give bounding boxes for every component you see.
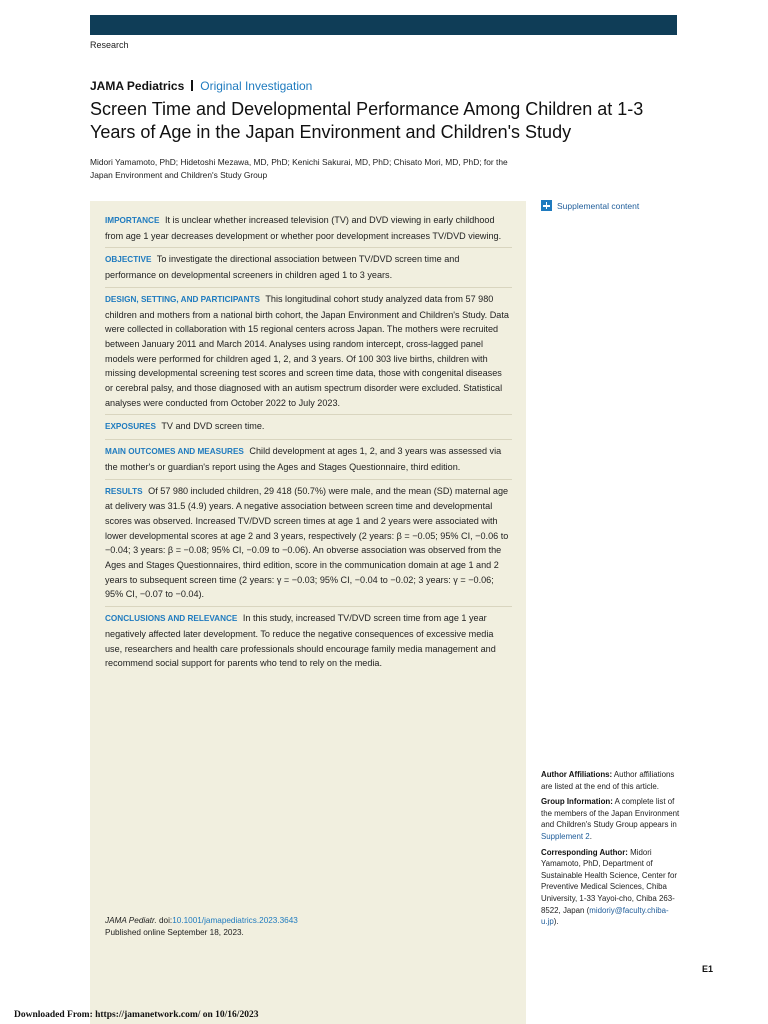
abstract-objective <box>105 252 512 287</box>
abstract-importance <box>105 213 512 248</box>
affiliations-text: Author affiliations are listed at the end of this article. <box>541 770 675 791</box>
download-footer: Downloaded From: https://jamanetwork.com/ on 10/16/2023 <box>14 1010 259 1020</box>
journal-line <box>90 79 312 93</box>
results-heading: RESULTS <box>105 486 143 496</box>
citation-doi-prefix: doi: <box>156 916 173 925</box>
abstract-design <box>105 292 512 416</box>
journal-separator <box>191 80 193 91</box>
article-title: Screen Time and Developmental Performance Among Children at 1-3 Years of Age in the Japan Environment and Children's Study <box>90 99 644 142</box>
corresponding-end: ). <box>553 917 559 927</box>
group-heading: Group Information: <box>541 797 613 807</box>
abstract-outcomes <box>105 444 512 479</box>
corresponding-text: Midori Yamamoto, PhD, Department of Sustainable Health Science, Center for Preventive Medical Sciences, Chiba University, 1-33 Yayoi-cho, Chiba 263-8522, Japan ( <box>541 847 677 915</box>
corresponding-heading: Corresponding Author: <box>541 847 628 857</box>
conclusions-heading: CONCLUSIONS AND RELEVANCE <box>105 614 238 624</box>
article-type[interactable]: Original Investigation <box>200 79 313 93</box>
abstract-content <box>105 213 512 679</box>
section-label: Research <box>90 40 129 50</box>
supplemental-content-link[interactable] <box>541 200 639 211</box>
page-number: E1 <box>702 964 714 974</box>
corresponding-author-note <box>541 847 681 928</box>
outcomes-heading: MAIN OUTCOMES AND MEASURES <box>105 447 244 457</box>
citation <box>105 915 405 938</box>
plus-box-icon <box>541 200 552 211</box>
author-affiliations-note <box>541 769 681 792</box>
importance-heading: IMPORTANCE <box>105 216 160 225</box>
citation-journal: JAMA Pediatr. <box>105 916 157 925</box>
outcomes-text: Child development at ages 1, 2, and 3 years was assessed via the mother's or guardian's report using the Ages and Stages Questionnaire, third edition. <box>105 446 502 472</box>
exposures-text: TV and DVD screen time. <box>161 421 265 432</box>
objective-text: To investigate the directional association between TV/DVD screen time and performance on developmental screeners in children aged 1 to 3 years. <box>105 254 460 281</box>
design-heading: DESIGN, SETTING, AND PARTICIPANTS <box>105 294 260 304</box>
abstract-exposures <box>105 419 512 440</box>
supplement-2-link[interactable]: Supplement 2 <box>541 831 590 841</box>
abstract-conclusions <box>105 611 512 675</box>
exposures-heading: EXPOSURES <box>105 422 156 432</box>
group-text: A complete list of the members of the Japan Environment and Children's Study Group appears in <box>541 797 680 830</box>
group-information-note <box>541 796 681 842</box>
objective-heading: OBJECTIVE <box>105 255 152 265</box>
citation-published: Published online September 18, 2023. <box>105 927 244 937</box>
email-link[interactable]: midoriy@faculty.chiba-u.jp <box>541 905 669 927</box>
conclusions-text: In this study, increased TV/DVD screen time from age 1 year negatively affected later development. To reduce the negative consequences of excessive media use, researchers and health care professionals should encourage family media management and recommend social support for parents who tend to rely on the media. <box>105 613 496 669</box>
importance-text: It is unclear whether increased television (TV) and DVD viewing in early childhood from age 1 year decreases development or whether poor development increases TV/DVD viewing. <box>105 215 502 241</box>
citation-doi-line <box>105 915 405 927</box>
header-bar <box>90 15 677 35</box>
design-text: This longitudinal cohort study analyzed data from 57 980 children and mothers from a national birth cohort, the Japan Environment and Children's Study. Data were collected in collaboration with 15 regional centers across Japan. The mothers were recruited between January 2011 and March 2014. Analyses using random intercept, cross-lagged panel models were performed for children aged 1, 2, and 3 years. Of 100 303 live births, children with missing developmental screening test scores and screen time data, those with congenital diseases or cerebral palsy, and those diagnosed with an autism spectrum disorder were excluded. Statistical analyses were conducted from October 2022 to July 2023. <box>105 293 509 408</box>
abstract-box <box>90 201 526 1024</box>
abstract-results <box>105 484 512 608</box>
group-end: . <box>589 831 592 841</box>
doi-link[interactable]: 10.1001/jamapediatrics.2023.3643 <box>172 916 298 925</box>
journal-name: JAMA Pediatrics <box>90 79 185 93</box>
author-list: Midori Yamamoto, PhD; Hidetoshi Mezawa, MD, PhD; Kenichi Sakurai, MD, PhD; Chisato Mori, MD, PhD; for the Japan Environment and Children's Study Group <box>90 157 508 180</box>
sidebar-notes <box>541 769 681 932</box>
affiliations-heading: Author Affiliations: <box>541 770 613 779</box>
supplemental-content-label[interactable]: Supplemental content <box>557 200 640 211</box>
results-text: Of 57 980 included children, 29 418 (50.7%) were male, and the mean (SD) maternal age at delivery was 31.5 (4.9) years. A negative association between screen time and developmental scores was observed. Increased TV/DVD screen times at age 1 and 2 years were associated with lower developmental scores at age 2 and 3 years, respectively (2 years: β = −0.05; 95% CI, −0.06 to −0.04; 3 years: β = −0.08; 95% CI, −0.09 to −0.06). An obverse association was observed from the Ages and Stages Questionnaires, third edition, score in the communication domain at age 1 and 2 years to subsequent screen time (2 years: γ = −0.03; 95% CI, −0.04 to −0.02; 3 years: γ = −0.06; 95% CI, −0.07 to −0.04). <box>105 485 509 600</box>
